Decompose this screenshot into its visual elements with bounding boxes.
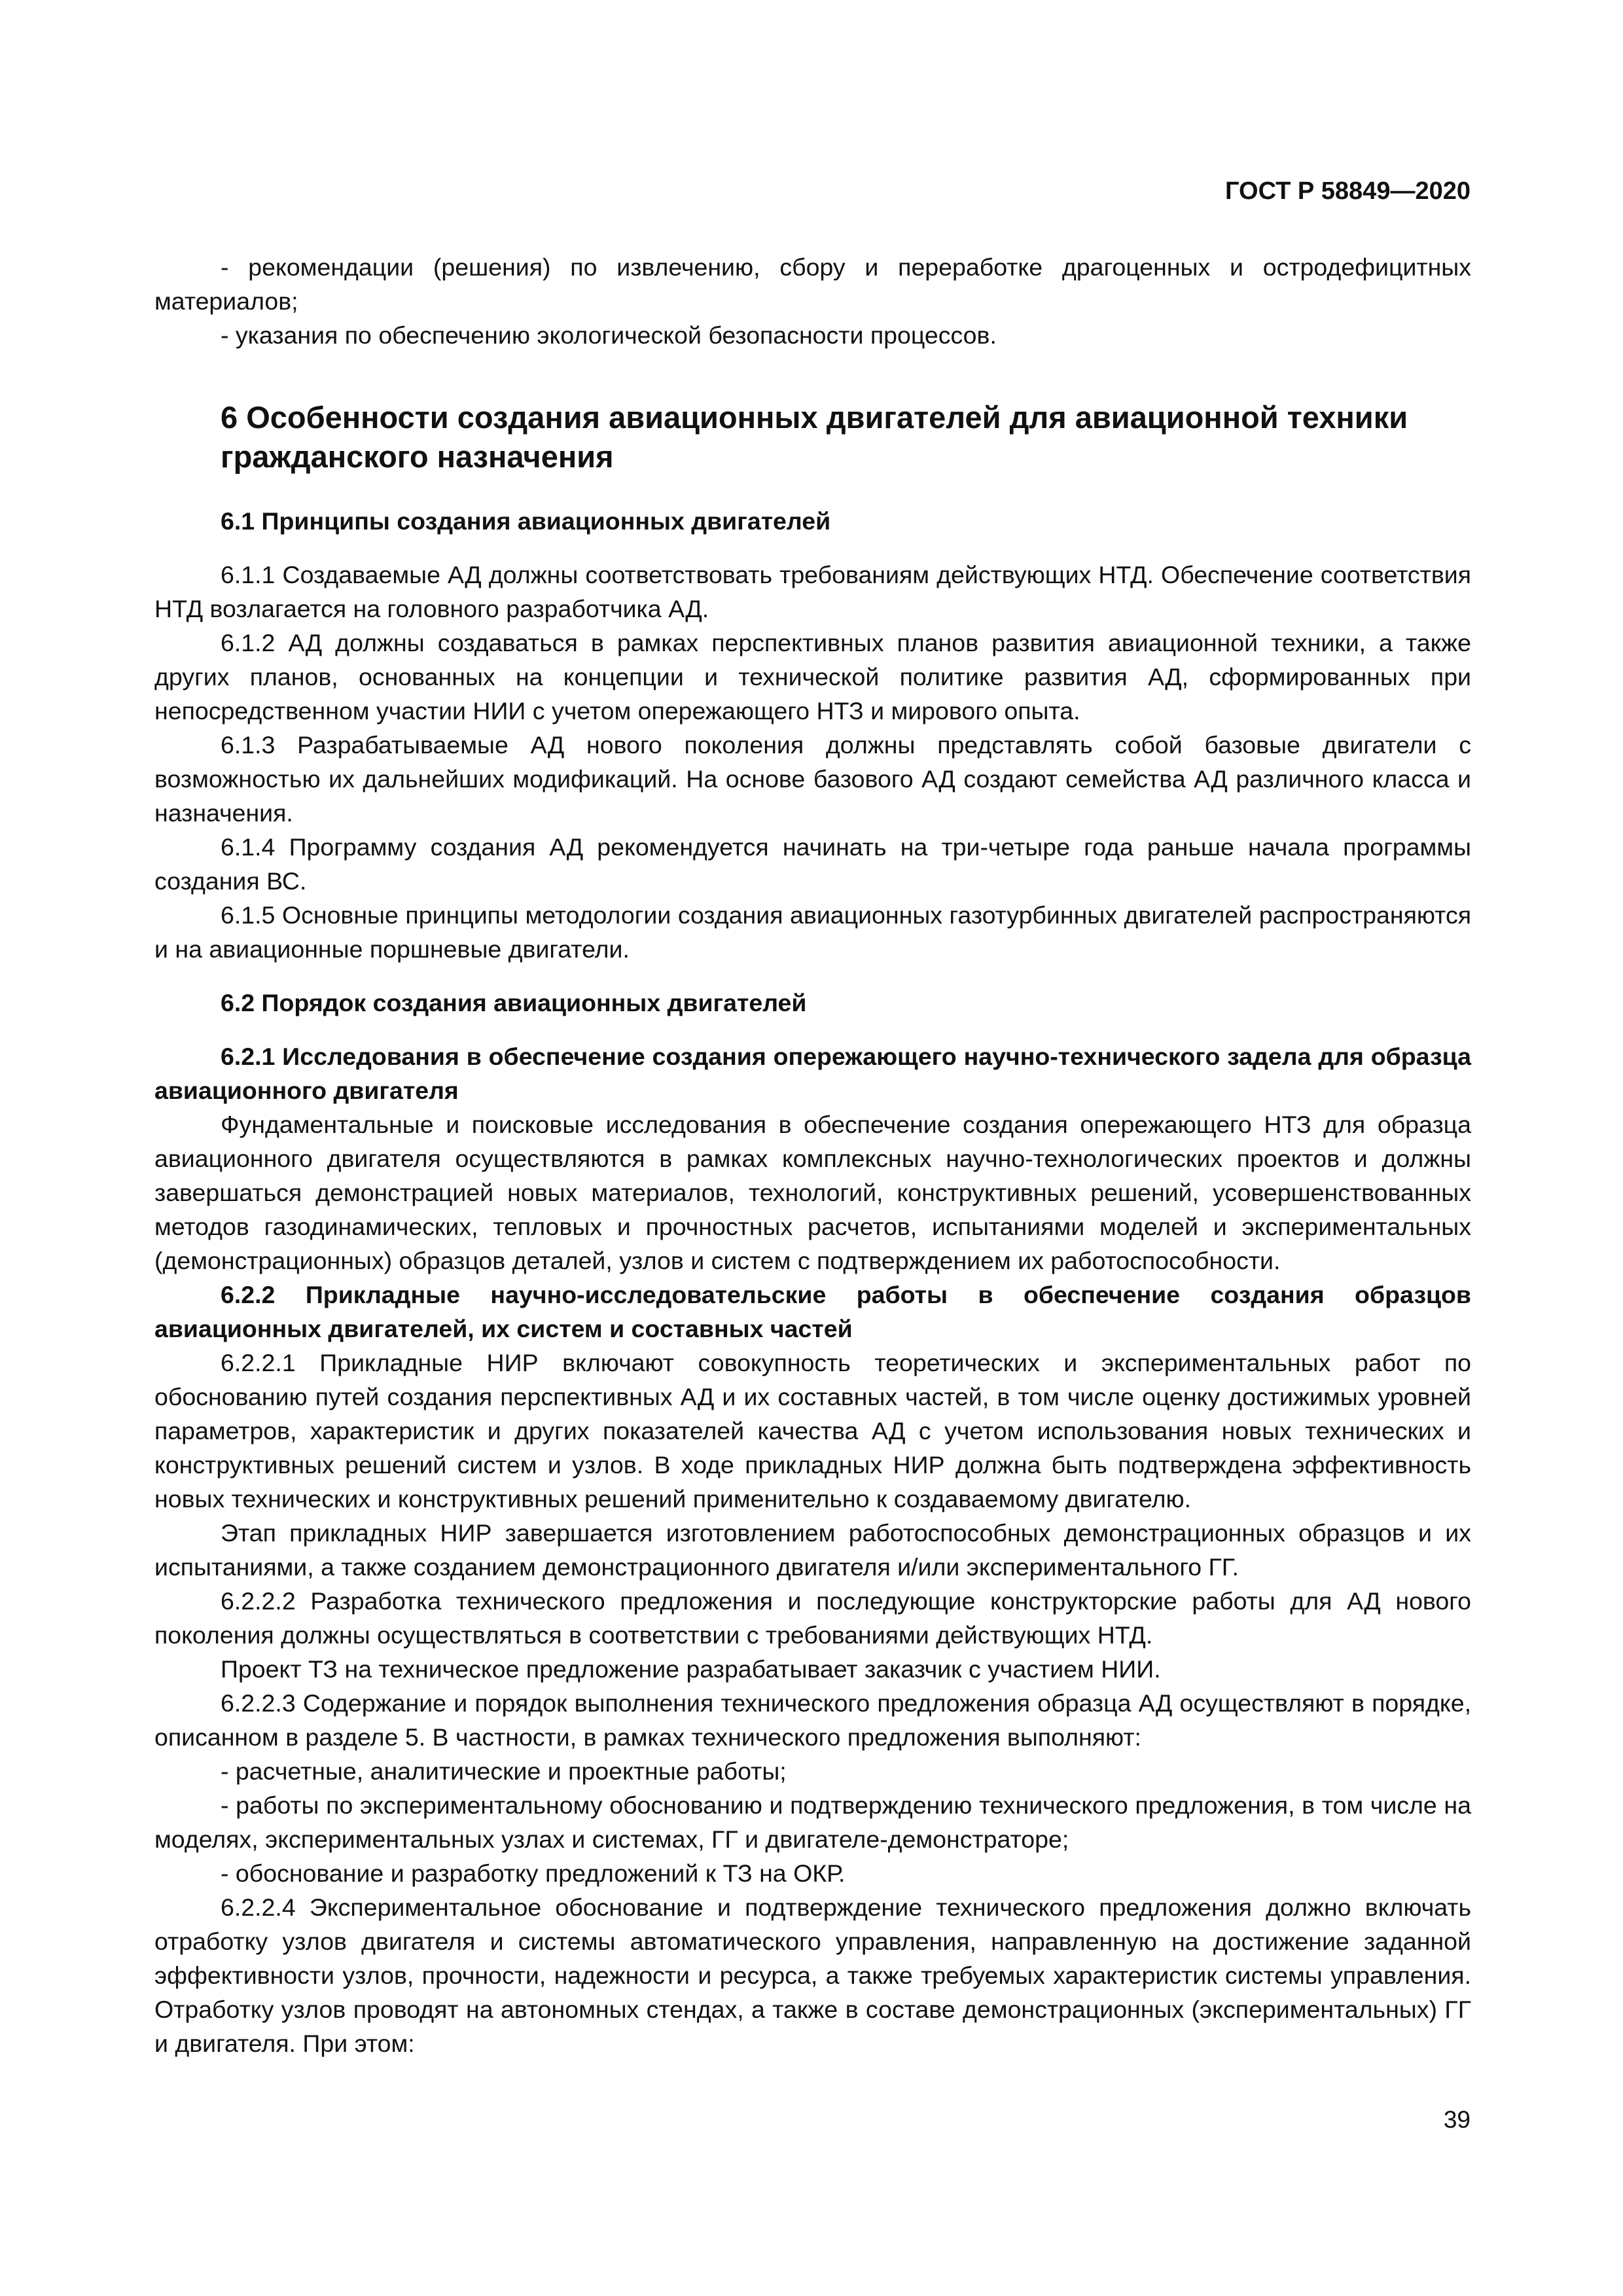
list-item: - обоснование и разработку предложений к ТЗ на ОКР. <box>221 1859 846 1887</box>
paragraph: 6.2.2.2 Разработка технического предложения и последующие конструкторские работы для АД нового поколения должны осуществляться в соответствии с требованиями действующих НТД. <box>154 1587 1471 1649</box>
paragraph: 6.1.1 Создаваемые АД должны соответствовать требованиям действующих НТД. Обеспечение соответствия НТД возлагается на головного разработчика АД. <box>154 561 1471 622</box>
subsection-title: 6.2 Порядок создания авиационных двигателей <box>221 989 807 1016</box>
paragraph: 6.1.2 АД должны создаваться в рамках перспективных планов развития авиационной техники, а также других планов, основанных на концепции и технической политике развития АД, сформированных при непосредственном участии НИИ с учетом опережающего НТЗ и мирового опыта. <box>154 629 1471 725</box>
intro-item: - рекомендации (решения) по извлечению, сбору и переработке драгоценных и остродефицитных материалов; <box>154 253 1471 315</box>
paragraph: 6.1.5 Основные принципы методологии создания авиационных газотурбинных двигателей распространяются и на авиационные поршневые двигатели. <box>154 901 1471 963</box>
clause-heading: 6.2.1 Исследования в обеспечение создания опережающего научно-технического задела для образца авиационного двигателя <box>154 1043 1471 1104</box>
clause-heading: 6.2.2 Прикладные научно-исследовательские работы в обеспечение создания образцов авиационных двигателей, их систем и составных частей <box>154 1281 1471 1342</box>
intro-item: - указания по обеспечению экологической безопасности процессов. <box>221 321 997 349</box>
paragraph: 6.1.4 Программу создания АД рекомендуется начинать на три-четыре года раньше начала программы создания ВС. <box>154 833 1471 895</box>
paragraph: Фундаментальные и поисковые исследования в обеспечение создания опережающего НТЗ для образца авиационного двигателя осуществляются в рамках комплексных научно-технологических проектов и должны завершаться демонстрацией новых материалов, технологий, конструктивных решений, усовершенствованных методов газодинамических, тепловых и прочностных расчетов, испытаниями моделей и экспериментальных (демонстрационных) образцов деталей, узлов и систем с подтверждением их работоспособности. <box>154 1111 1471 1274</box>
list-item: - работы по экспериментальному обоснованию и подтверждению технического предложения, в том числе на моделях, экспериментальных узлах и системах, ГГ и двигателе-демонстраторе; <box>154 1791 1471 1853</box>
page-number: 39 <box>1443 2106 1471 2133</box>
document-header-id: ГОСТ Р 58849—2020 <box>1225 177 1471 205</box>
list-item: - расчетные, аналитические и проектные работы; <box>221 1757 787 1785</box>
document-body <box>154 250 1471 2060</box>
subsection-title: 6.1 Принципы создания авиационных двигателей <box>221 507 831 535</box>
paragraph: 6.2.2.3 Содержание и порядок выполнения технического предложения образца АД осуществляют в порядке, описанном в разделе 5. В частности, в рамках технического предложения выполняют: <box>154 1689 1471 1751</box>
paragraph: 6.2.2.1 Прикладные НИР включают совокупность теоретических и экспериментальных работ по обоснованию путей создания перспективных АД и их составных частей, в том числе оценку достижимых уровней параметров, характеристик и других показателей качества АД с учетом использования новых технических и конструктивных решений систем и узлов. В ходе прикладных НИР должна быть подтверждена эффективность новых технических и конструктивных решений применительно к создаваемому двигателю. <box>154 1349 1471 1513</box>
paragraph: 6.2.2.4 Экспериментальное обоснование и подтверждение технического предложения должно включать отработку узлов двигателя и системы автоматического управления, направленную на достижение заданной эффективности узлов, прочности, надежности и ресурса, а также требуемых характеристик системы управления. Отработку узлов проводят на автономных стендах, а также в составе демонстрационных (экспериментальных) ГГ и двигателя. При этом: <box>154 1893 1471 2057</box>
section-title: 6 Особенности создания авиационных двигателей для авиационной техники гражданского назначения <box>221 400 1408 474</box>
paragraph: 6.1.3 Разрабатываемые АД нового поколения должны представлять собой базовые двигатели с возможностью их дальнейших модификаций. На основе базового АД создают семейства АД различного класса и назначения. <box>154 731 1471 827</box>
paragraph: Этап прикладных НИР завершается изготовлением работоспособных демонстрационных образцов и их испытаниями, а также созданием демонстрационного двигателя и/или экспериментального ГГ. <box>154 1519 1471 1581</box>
paragraph: Проект ТЗ на техническое предложение разрабатывает заказчик с участием НИИ. <box>221 1655 1161 1683</box>
